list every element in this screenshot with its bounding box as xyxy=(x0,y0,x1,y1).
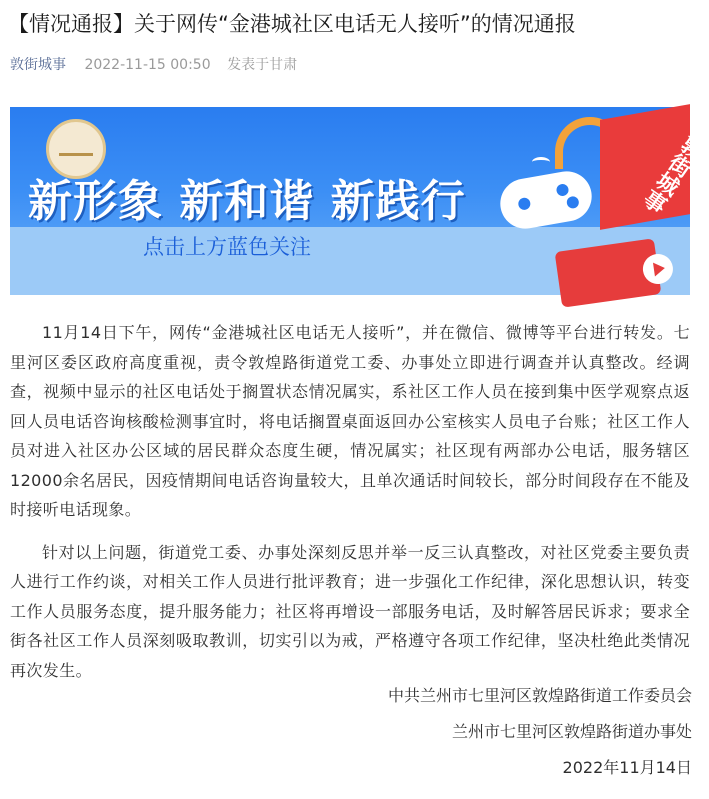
signature-block xyxy=(388,678,692,786)
gamepad-icon xyxy=(496,167,595,232)
seal-building-icon xyxy=(59,134,93,156)
banner-follow-hint: 点击上方蓝色关注 xyxy=(143,235,311,259)
publish-date: 2022-11-15 00:50 xyxy=(84,57,211,73)
article-title: 【情况通报】关于网传“金港城社区电话无人接听”的情况通报 xyxy=(8,12,576,36)
gamepad-button-icon xyxy=(566,195,580,209)
gamepad-dpad-icon xyxy=(517,197,531,211)
banner-slogan: 新形象 新和谐 新践行 xyxy=(28,176,466,227)
squiggle-decoration-icon xyxy=(532,157,550,167)
brand-tag-text: 敦街城事 xyxy=(637,130,709,217)
publish-location: 发表于甘肃 xyxy=(227,57,298,73)
gamepad-button-icon xyxy=(556,183,570,197)
banner-image[interactable] xyxy=(10,107,709,295)
account-name-link[interactable]: 敦街城事 xyxy=(10,57,66,73)
signature-org-committee: 中共兰州市七里河区敦煌路街道工作委员会 xyxy=(387,686,692,705)
signature-org-office: 兰州市七里河区敦煌路街道办事处 xyxy=(451,722,692,741)
signature-date: 2022年11月14日 xyxy=(562,758,692,777)
article-body xyxy=(10,318,690,698)
article-meta xyxy=(10,55,297,75)
body-paragraph-1: 11月14日下午，网传“金港城社区电话无人接听”，并在微信、微博等平台进行转发。七里河区委区政府高度重视，责令敦煌路街道党工委、办事处立即进行调查并认真整改。经调查，视频中显示的社区电话处于搁置状态情况属实，系社区工作人员在接到集中医学观察点返回人员电话咨询核酸检测事宜时，将电话搁置桌面返回办公室核实人员电子台账；社区工作人员对进入社区办公区域的居民群众态度生硬，情况属实；社区现有两部办公电话，服务辖区12000余名居民，因疫情期间电话咨询量较大，且单次通话时间较长，部分时间段存在不能及时接听电话现象。 xyxy=(10,323,690,519)
body-paragraph-2: 针对以上问题，街道党工委、办事处深刻反思并举一反三认真整改，对社区党委主要负责人进行工作约谈，对相关工作人员进行批评教育；进一步强化工作纪律，深化思想认识，转变工作人员服务态度，提升服务能力；社区将再增设一部服务电话，及时解答居民诉求；要求全街各社区工作人员深刻吸取教训，切实引以为戒，严格遵守各项工作纪律，坚决杜绝此类情况再次发生。 xyxy=(10,542,690,680)
